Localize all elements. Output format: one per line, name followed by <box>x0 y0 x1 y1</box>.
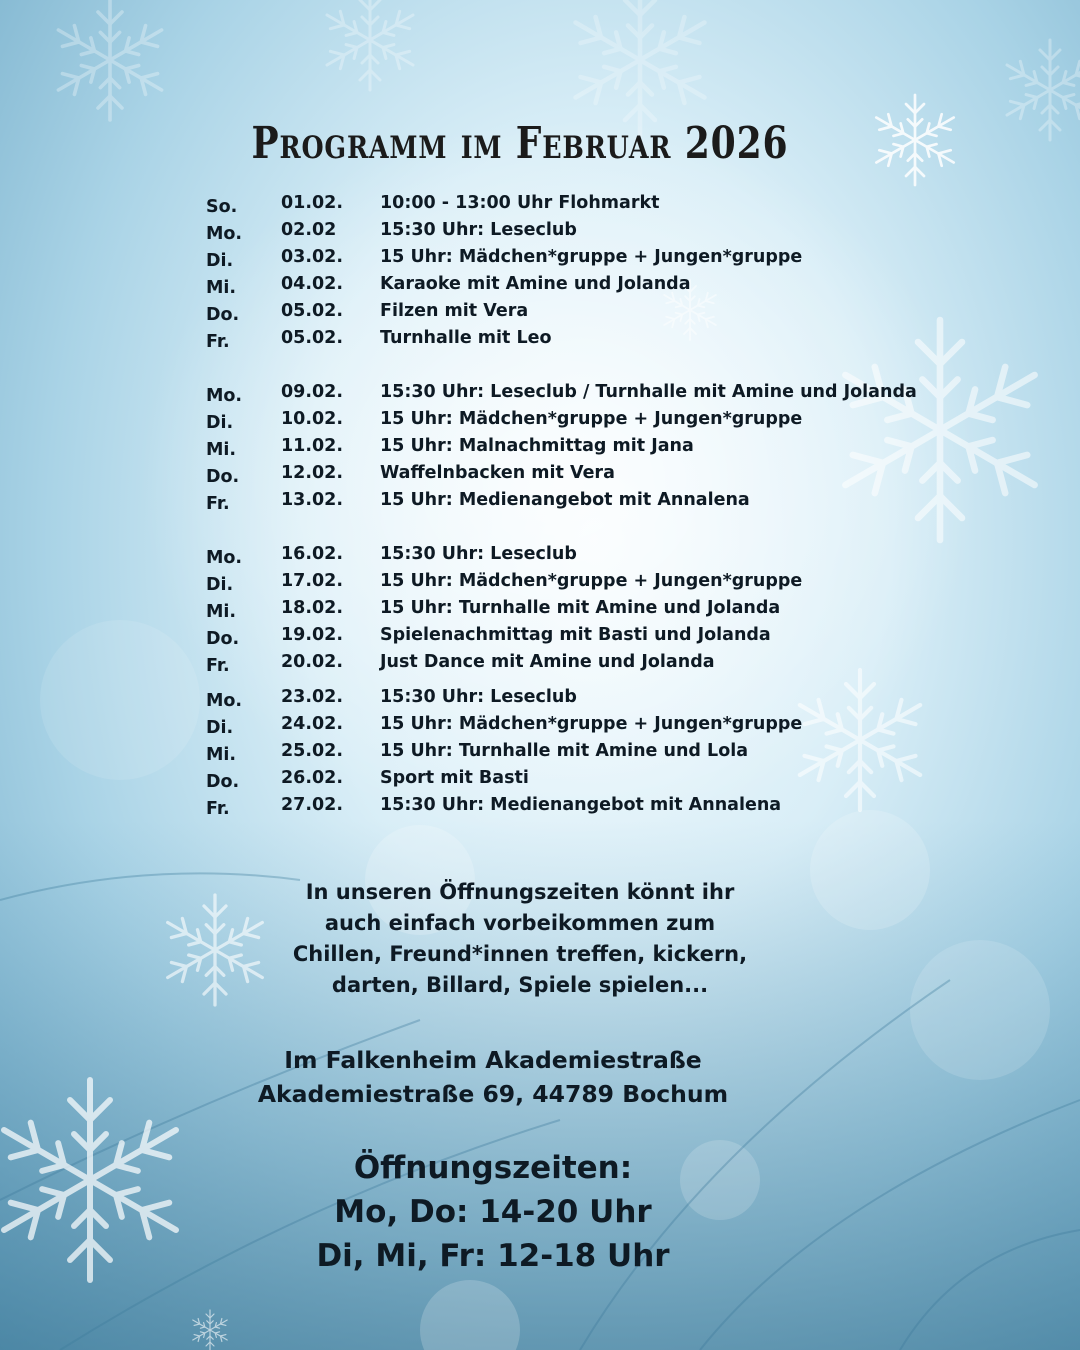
event-label: Karaoke mit Amine und Jolanda <box>380 274 691 294</box>
hours-line: Di, Mi, Fr: 12-18 Uhr <box>316 1238 670 1274</box>
day-label: Fr. <box>206 332 230 352</box>
venue-name: Im Falkenheim Akademiestraße <box>284 1046 702 1074</box>
event-label: Sport mit Basti <box>380 768 529 788</box>
date-label: 02.02 <box>281 220 337 240</box>
hours-heading: Öffnungszeiten: <box>353 1150 633 1186</box>
day-label: Mo. <box>206 548 243 568</box>
event-label: Turnhalle mit Leo <box>380 328 552 348</box>
day-label: Fr. <box>206 799 230 819</box>
week-4 <box>206 684 926 819</box>
event-label: 15 Uhr: Medienangebot mit Annalena <box>380 490 750 510</box>
event-label: Waffelnbacken mit Vera <box>380 463 615 483</box>
day-label: Mi. <box>206 440 237 460</box>
date-label: 12.02. <box>281 463 344 483</box>
day-label: Di. <box>206 718 234 738</box>
hours-line: Mo, Do: 14-20 Uhr <box>334 1194 652 1230</box>
day-label: Mo. <box>206 691 243 711</box>
date-label: 17.02. <box>281 571 344 591</box>
day-label: Fr. <box>206 494 230 514</box>
info-line: Chillen, Freund*innen treffen, kickern, <box>292 942 748 966</box>
schedule-row <box>206 433 926 460</box>
schedule-row <box>206 649 926 676</box>
schedule-row <box>206 738 926 765</box>
schedule-row <box>206 595 926 622</box>
week-2 <box>206 379 926 514</box>
schedule-row <box>206 684 926 711</box>
schedule-row <box>206 541 926 568</box>
date-label: 26.02. <box>281 768 344 788</box>
schedule-row <box>206 325 926 352</box>
event-label: 15 Uhr: Mädchen*gruppe + Jungen*gruppe <box>380 247 803 267</box>
event-label: 10:00 - 13:00 Uhr Flohmarkt <box>380 193 660 213</box>
day-label: Do. <box>206 772 240 792</box>
day-label: Do. <box>206 305 240 325</box>
schedule-row <box>206 711 926 738</box>
date-label: 20.02. <box>281 652 344 672</box>
schedule-row <box>206 460 926 487</box>
schedule <box>206 190 926 846</box>
event-label: 15:30 Uhr: Leseclub <box>380 220 577 240</box>
date-label: 18.02. <box>281 598 344 618</box>
day-label: Mi. <box>206 602 237 622</box>
schedule-row <box>206 406 926 433</box>
event-label: 15 Uhr: Malnachmittag mit Jana <box>380 436 694 456</box>
event-label: 15 Uhr: Mädchen*gruppe + Jungen*gruppe <box>380 714 803 734</box>
day-label: Mo. <box>206 386 243 406</box>
event-label: 15:30 Uhr: Leseclub <box>380 544 577 564</box>
date-label: 23.02. <box>281 687 344 707</box>
schedule-row <box>206 487 926 514</box>
event-label: Spielenachmittag mit Basti und Jolanda <box>380 625 771 645</box>
schedule-row <box>206 190 926 217</box>
address-block <box>0 1043 986 1111</box>
date-label: 11.02. <box>281 436 344 456</box>
schedule-row <box>206 244 926 271</box>
page-title: Programm im Februar 2026 <box>251 118 789 169</box>
schedule-row <box>206 217 926 244</box>
date-label: 16.02. <box>281 544 344 564</box>
date-label: 27.02. <box>281 795 344 815</box>
day-label: Di. <box>206 251 234 271</box>
info-line: auch einfach vorbeikommen zum <box>324 911 716 935</box>
date-label: 10.02. <box>281 409 344 429</box>
date-label: 13.02. <box>281 490 344 510</box>
day-label: Di. <box>206 413 234 433</box>
info-line: darten, Billard, Spiele spielen... <box>331 973 709 997</box>
schedule-row <box>206 379 926 406</box>
day-label: Mi. <box>206 278 237 298</box>
date-label: 04.02. <box>281 274 344 294</box>
week-3 <box>206 541 926 676</box>
event-label: 15 Uhr: Turnhalle mit Amine und Jolanda <box>380 598 781 618</box>
date-label: 19.02. <box>281 625 344 645</box>
date-label: 05.02. <box>281 301 344 321</box>
info-text <box>0 877 1040 1001</box>
event-label: 15:30 Uhr: Leseclub <box>380 687 577 707</box>
event-label: 15 Uhr: Mädchen*gruppe + Jungen*gruppe <box>380 409 803 429</box>
day-label: So. <box>206 197 238 217</box>
event-label: 15 Uhr: Turnhalle mit Amine und Lola <box>380 741 749 761</box>
date-label: 05.02. <box>281 328 344 348</box>
day-label: Mo. <box>206 224 243 244</box>
week-1 <box>206 190 926 352</box>
event-label: 15:30 Uhr: Leseclub / Turnhalle mit Amine und Jolanda <box>380 382 917 402</box>
event-label: Just Dance mit Amine und Jolanda <box>380 652 715 672</box>
date-label: 03.02. <box>281 247 344 267</box>
event-label: 15 Uhr: Mädchen*gruppe + Jungen*gruppe <box>380 571 803 591</box>
day-label: Fr. <box>206 656 230 676</box>
date-label: 25.02. <box>281 741 344 761</box>
day-label: Do. <box>206 467 240 487</box>
schedule-row <box>206 298 926 325</box>
venue-street: Akademiestraße 69, 44789 Bochum <box>257 1080 729 1108</box>
schedule-row <box>206 568 926 595</box>
event-label: 15:30 Uhr: Medienangebot mit Annalena <box>380 795 782 815</box>
event-label: Filzen mit Vera <box>380 301 529 321</box>
day-label: Di. <box>206 575 234 595</box>
date-label: 24.02. <box>281 714 344 734</box>
date-label: 01.02. <box>281 193 344 213</box>
day-label: Mi. <box>206 745 237 765</box>
opening-hours <box>0 1146 986 1278</box>
schedule-row <box>206 765 926 792</box>
day-label: Do. <box>206 629 240 649</box>
schedule-row <box>206 792 926 819</box>
schedule-row <box>206 622 926 649</box>
info-line: In unseren Öffnungszeiten könnt ihr <box>305 880 735 904</box>
schedule-row <box>206 271 926 298</box>
date-label: 09.02. <box>281 382 344 402</box>
